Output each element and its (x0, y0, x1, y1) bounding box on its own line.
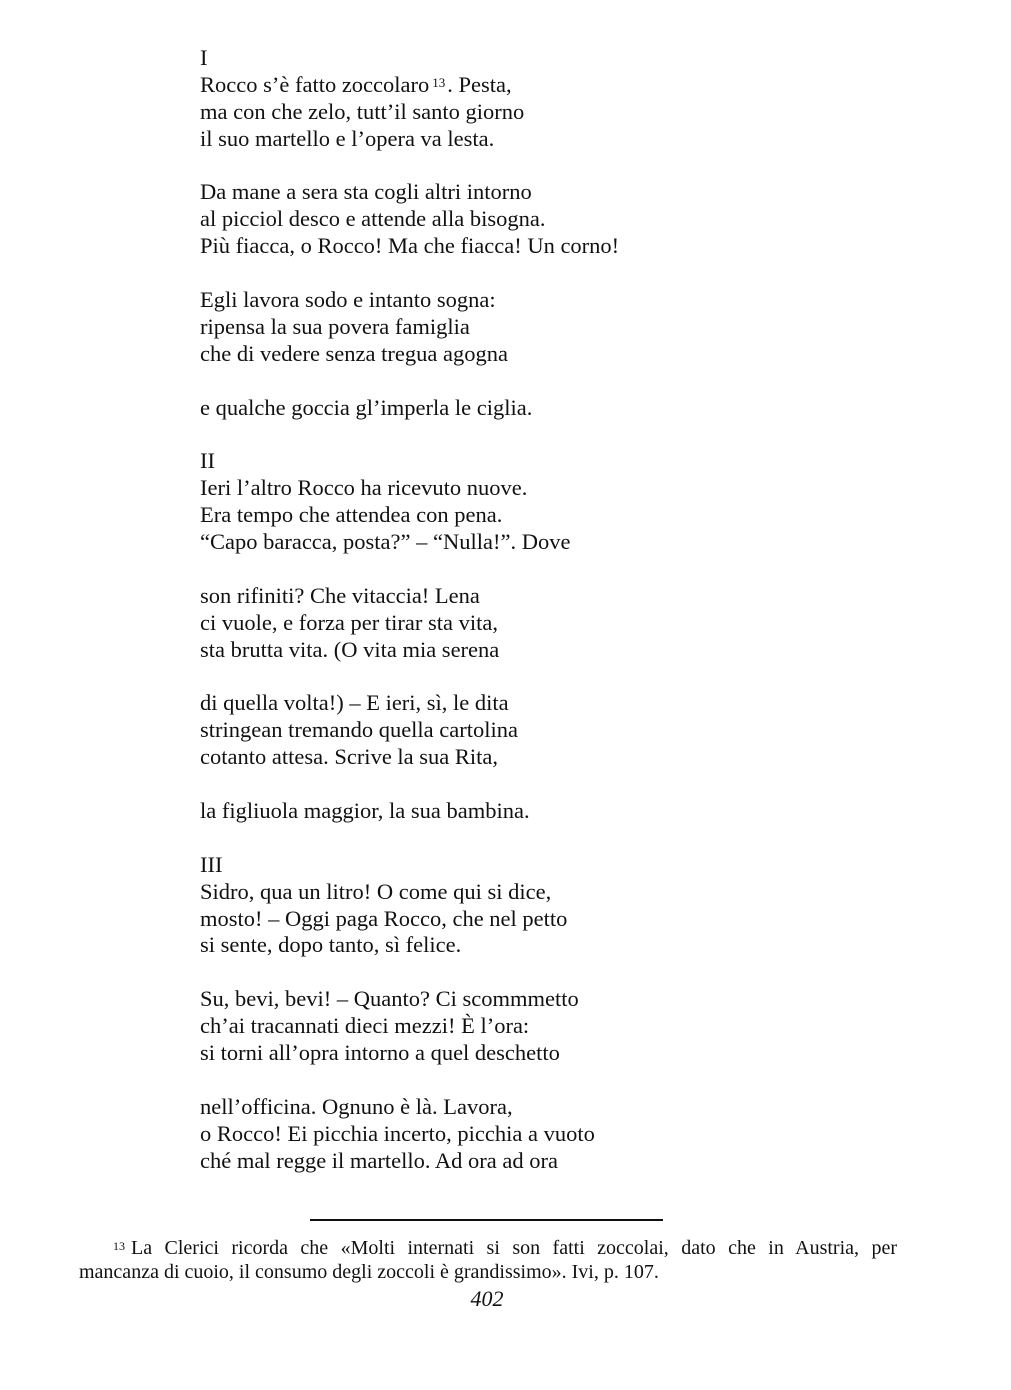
verse-line: mosto! – Oggi paga Rocco, che nel petto (200, 905, 568, 931)
footnote-marker: 13 (113, 1239, 125, 1253)
footnote (79, 1236, 897, 1284)
verse-line: Più fiacca, o Rocco! Ma che fiacca! Un corno! (200, 233, 620, 259)
verse-text: Rocco s’è fatto zoccolaro (200, 71, 430, 97)
verse-line: son rifiniti? Che vitaccia! Lena (200, 582, 480, 608)
section-numeral: III (200, 851, 223, 877)
verse-line: ma con che zelo, tutt’il santo giorno (200, 98, 525, 124)
page-number: 402 (470, 1286, 504, 1311)
verse-line: Sidro, qua un litro! O come qui si dice, (200, 878, 552, 904)
verse-text: . Pesta, (447, 71, 512, 97)
poem (200, 45, 900, 1174)
verse-line: stringean tremando quella cartolina (200, 717, 518, 743)
verse-line: Su, bevi, bevi! – Quanto? Ci scommmetto (200, 986, 579, 1012)
verse-line: al picciol desco e attende alla bisogna. (200, 206, 546, 232)
verse-line: cotanto attesa. Scrive la sua Rita, (200, 744, 499, 770)
stanza-break (200, 260, 900, 287)
verse-line: il suo martello e l’opera va lesta. (200, 125, 495, 151)
section-numeral: I (200, 45, 208, 70)
stanza-break (200, 771, 900, 798)
stanza-break (200, 556, 900, 583)
verse-line: sta brutta vita. (O vita mia serena (200, 636, 500, 662)
section-numeral: II (200, 448, 215, 474)
verse-line: e qualche goccia gl’imperla le ciglia. (200, 394, 533, 420)
verse-line: che di vedere senza tregua agogna (200, 340, 508, 366)
verse-line: ch’ai tracannati dieci mezzi! È l’ora: (200, 1013, 530, 1039)
stanza-break (200, 663, 900, 690)
stanza-break (200, 153, 900, 180)
footnote-divider (310, 1219, 663, 1221)
verse-line: Ieri l’altro Rocco ha ricevuto nuove. (200, 475, 528, 501)
verse-line (200, 72, 900, 99)
stanza-break (200, 959, 900, 986)
stanza-break (200, 1067, 900, 1094)
verse-line: di quella volta!) – E ieri, sì, le dita (200, 690, 509, 716)
stanza-break (200, 825, 900, 852)
stanza-break (200, 421, 900, 448)
footnote-reference[interactable]: 13 (432, 74, 446, 90)
verse-line: Era tempo che attendea con pena. (200, 502, 503, 528)
verse-line: ché mal regge il martello. Ad ora ad ora (200, 1147, 558, 1173)
verse-line: o Rocco! Ei picchia incerto, picchia a vuoto (200, 1120, 595, 1146)
verse-line: Da mane a sera sta cogli altri intorno (200, 179, 532, 205)
footnote-line: mancanza di cuoio, il consumo degli zoccoli è grandissimo». Ivi, p. 107. (79, 1261, 659, 1283)
footnote-line (79, 1236, 897, 1260)
verse-line: Egli lavora sodo e intanto sogna: (200, 287, 496, 313)
verse-line: si sente, dopo tanto, sì felice. (200, 932, 462, 958)
verse-line: nell’officina. Ognuno è là. Lavora, (200, 1093, 513, 1119)
verse-line: la figliuola maggior, la sua bambina. (200, 797, 530, 823)
verse-line: ripensa la sua povera famiglia (200, 313, 470, 339)
footnote-text: La Clerici ricorda che «Molti internati si son fatti zoccolai, dato che in Austria, per (131, 1237, 897, 1259)
verse-line: “Capo baracca, posta?” – “Nulla!”. Dove (200, 529, 571, 555)
verse-line: ci vuole, e forza per tirar sta vita, (200, 609, 498, 635)
stanza-break (200, 368, 900, 395)
verse-line: si torni all’opra intorno a quel deschetto (200, 1039, 560, 1065)
